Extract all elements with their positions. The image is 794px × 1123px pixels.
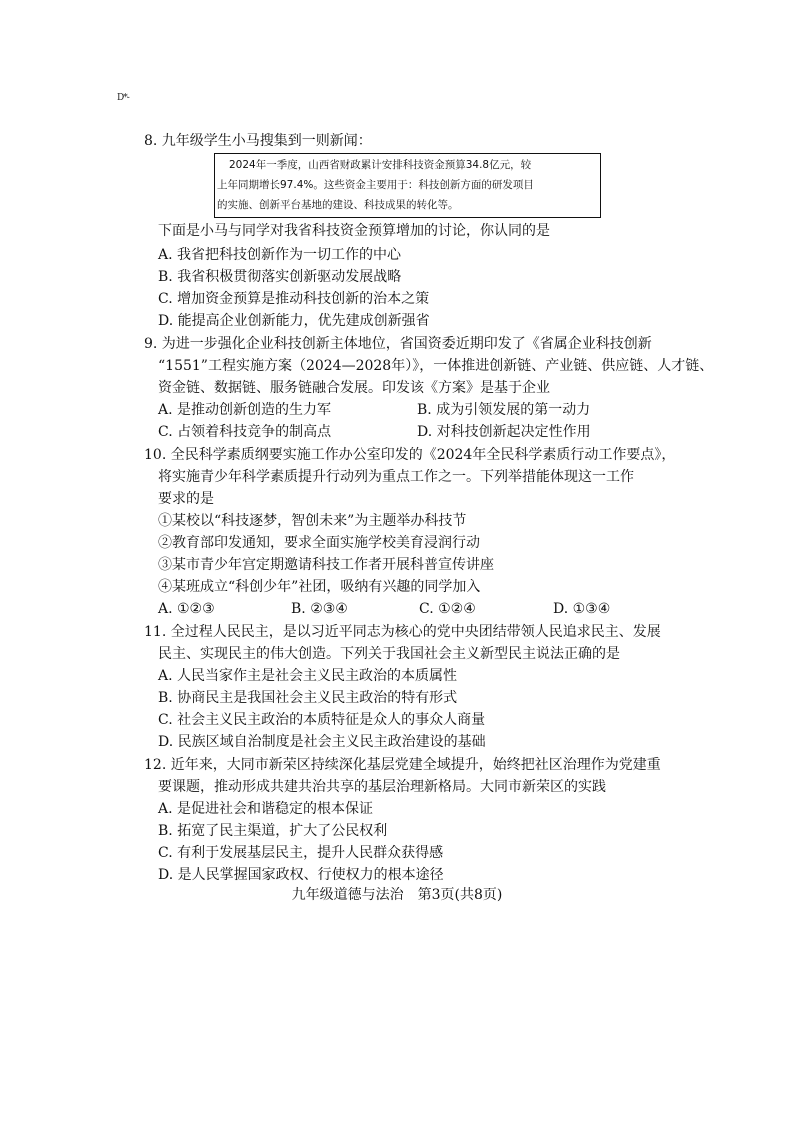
q10-item-3: ③某市青少年宫定期邀请科技工作者开展科普宣传讲座 — [158, 557, 494, 573]
q11-option-b: B. 协商民主是我国社会主义民主政治的特有形式 — [158, 690, 458, 706]
q10-item-1: ①某校以“科技逐梦，智创未来”为主题举办科技节 — [158, 513, 467, 529]
q9-option-a: A. 是推动创新创造的生力军 — [158, 402, 332, 418]
q8-stem: 8. 九年级学生小马搜集到一则新闻： — [144, 133, 372, 149]
q9-option-d: D. 对科技创新起决定性作用 — [417, 424, 591, 440]
q8-option-b: B. 我省积极贯彻落实创新驱动发展战略 — [158, 269, 402, 285]
q9-line-2: “1551”工程实施方案（2024—2028年）》，一体推进创新链、产业链、供应链、人才链、 — [158, 358, 714, 374]
q9-line-1: 9. 为进一步强化企业科技创新主体地位，省国资委近期印发了《省属企业科技创新 — [144, 336, 652, 352]
news-line-2: 上年同期增长97.4%。这些资金主要用于：科技创新方面的研发项目 — [217, 179, 534, 191]
q10-line-1: 10. 全民科学素质纲要实施工作办公室印发的《2024年全民科学素质行动工作要点》， — [144, 447, 676, 463]
q10-option-b: B. ②③④ — [291, 601, 348, 617]
news-line-1: 2024年一季度，山西省财政累计安排科技资金预算34.8亿元，较 — [229, 159, 532, 171]
q12-line-1: 12. 近年来，大同市新荣区持续深化基层党建全域提升，始终把社区治理作为党建重 — [144, 757, 661, 773]
q12-option-d: D. 是人民掌握国家政权、行使权力的根本途径 — [158, 867, 444, 883]
q11-line-2: 民主、实现民主的伟大创造。下列关于我国社会主义新型民主说法正确的是 — [158, 646, 620, 662]
q10-line-3: 要求的是 — [158, 491, 214, 507]
q11-option-c: C. 社会主义民主政治的本质特征是众人的事众人商量 — [158, 712, 486, 728]
q11-line-1: 11. 全过程人民民主，是以习近平同志为核心的党中央团结带领人民追求民主、发展 — [144, 624, 661, 640]
q12-option-b: B. 拓宽了民主渠道，扩大了公民权利 — [158, 823, 388, 839]
q10-option-c: C. ①②④ — [419, 601, 476, 617]
q8-question: 下面是小马与同学对我省科技资金预算增加的讨论，你认同的是 — [158, 223, 550, 239]
q10-option-a: A. ①②③ — [158, 601, 215, 617]
page-footer: 九年级道德与法治 第3页(共8页) — [291, 887, 503, 903]
q11-option-a: A. 人民当家作主是社会主义民主政治的本质属性 — [158, 668, 458, 684]
q9-option-b: B. 成为引领发展的第一动力 — [417, 402, 591, 418]
q8-option-a: A. 我省把科技创新作为一切工作的中心 — [158, 247, 402, 263]
q12-option-a: A. 是促进社会和谐稳定的根本保证 — [158, 801, 374, 817]
q10-item-2: ②教育部印发通知，要求全面实施学校美育浸润行动 — [158, 535, 480, 551]
q11-option-d: D. 民族区域自治制度是社会主义民主政治建设的基础 — [158, 734, 486, 750]
q9-option-c: C. 占领着科技竞争的制高点 — [158, 424, 332, 440]
news-box — [214, 153, 601, 218]
q10-option-d: D. ①③④ — [553, 601, 611, 617]
q8-option-c: C. 增加资金预算是推动科技创新的治本之策 — [158, 291, 430, 307]
news-line-3: 的实施、创新平台基地的建设、科技成果的转化等。 — [217, 199, 459, 211]
q12-line-2: 要课题，推动形成共建共治共享的基层治理新格局。大同市新荣区的实践 — [158, 779, 606, 795]
q8-option-d: D. 能提高企业创新能力，优先建成创新强省 — [158, 313, 430, 329]
q12-option-c: C. 有利于发展基层民主，提升人民群众获得感 — [158, 845, 444, 861]
q10-line-2: 将实施青少年科学素质提升行动列为重点工作之一。下列举措能体现这一工作 — [158, 469, 634, 485]
q9-line-3: 资金链、数据链、服务链融合发展。印发该《方案》是基于企业 — [158, 380, 550, 396]
q10-item-4: ④某班成立“科创少年”社团，吸纳有兴趣的同学加入 — [158, 579, 481, 595]
corner-mark: D*- — [117, 93, 129, 103]
